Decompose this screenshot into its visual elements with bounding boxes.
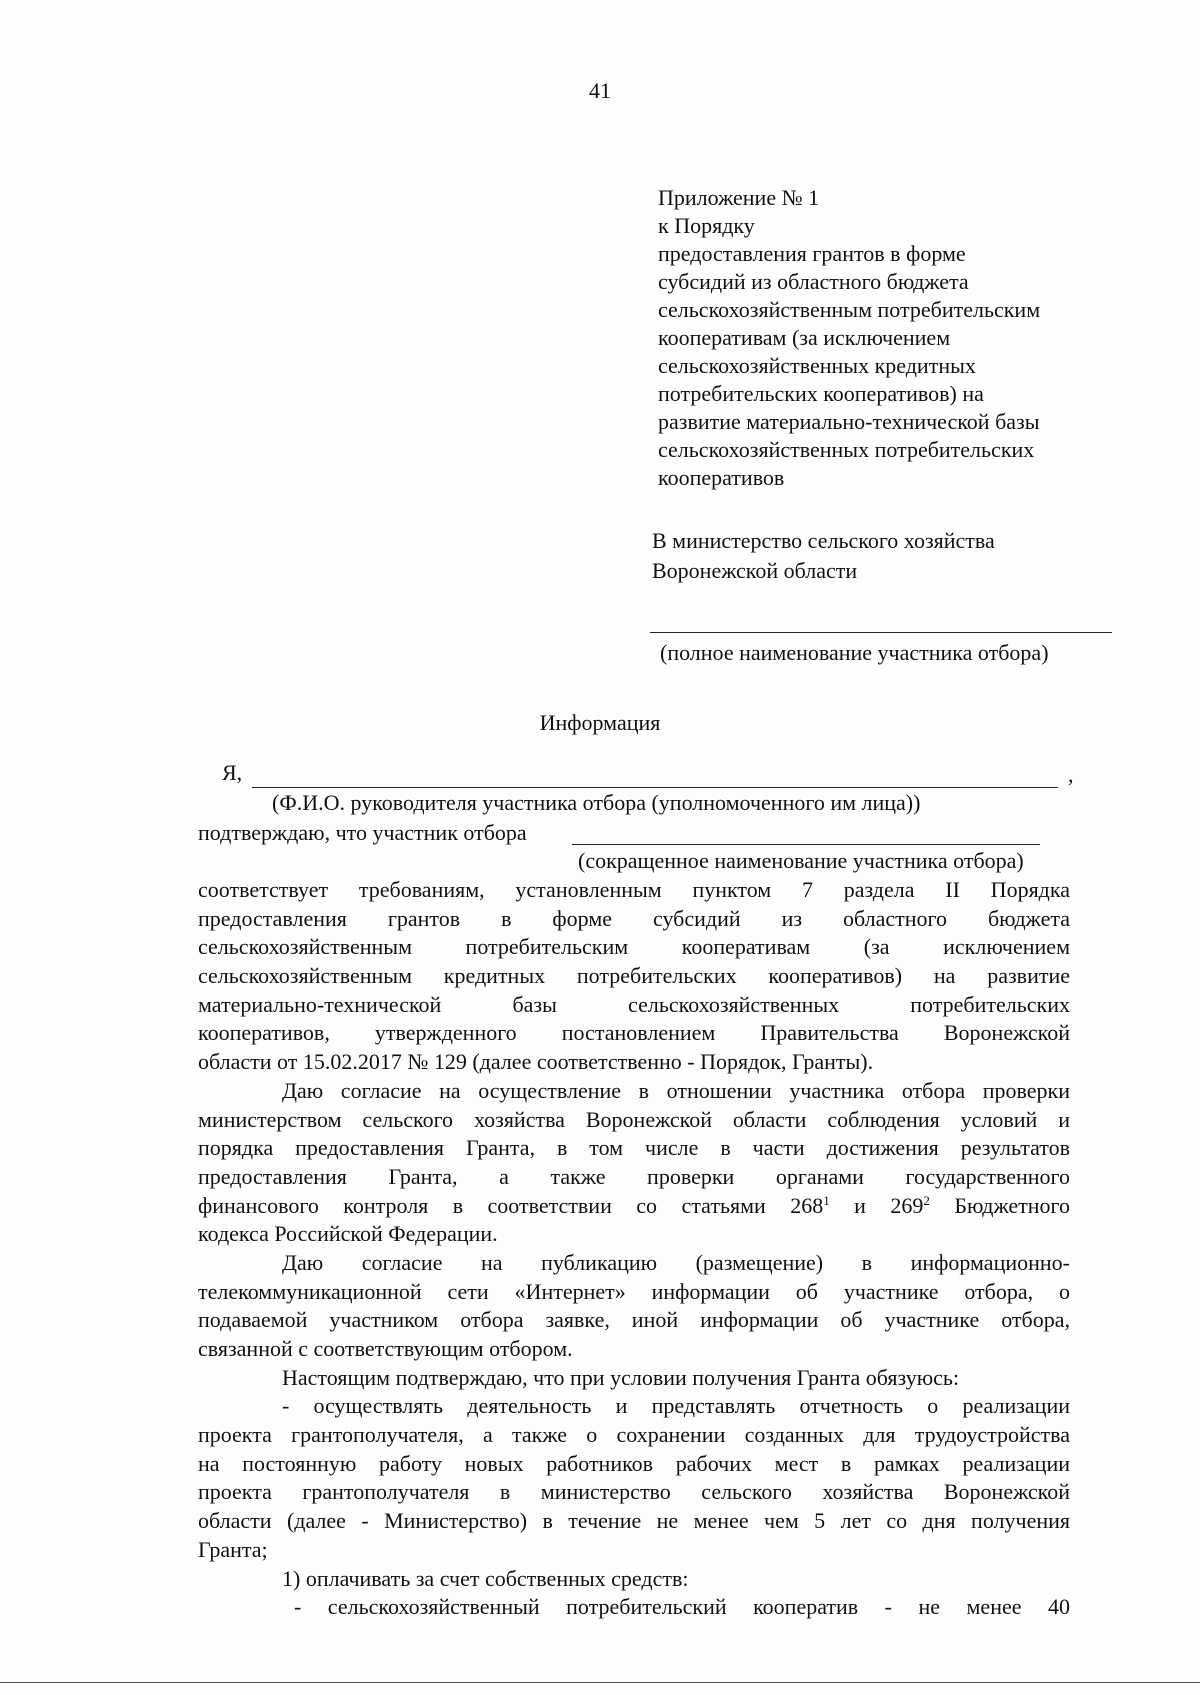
annex-line: сельскохозяйственных потребительских [658,437,1035,462]
paragraph-line: области от 15.02.2017 № 129 (далее соответственно - Порядок, Гранты). [198,1049,874,1075]
paragraph-line: Даю согласие на осуществление в отношении участника отбора проверки [282,1077,1070,1103]
participant-full-name-caption: (полное наименование участника отбора) [660,640,1049,665]
paragraph-line: порядка предоставления Гранта, в том числе в части достижения результатов [198,1135,1070,1161]
annex-line: предоставления грантов в форме [658,241,966,266]
annex-header [658,184,1118,492]
paragraph-line: связанной с соответствующим отбором. [198,1336,573,1361]
annex-line: субсидий из областного бюджета [658,269,969,294]
paragraph-line: сельскохозяйственным потребительским кооперативам (за исключением [198,934,1070,960]
paragraph-line: 1) оплачивать за счет собственных средств: [282,1565,689,1591]
paragraph-line: области (далее - Министерство) в течение не менее чем 5 лет со дня получения [198,1508,1070,1534]
paragraph-line: Настоящим подтверждаю, что при условии получения Гранта обязуюсь: [282,1364,960,1390]
paragraph-line: материально-технической базы сельскохозяйственных потребительских [198,991,1070,1017]
article-ref-before: финансового контроля в соответствии со статьями 268 [198,1192,824,1218]
paragraph-line [198,1192,1070,1221]
i-label: Я, [222,760,243,785]
paragraph-line: проекта грантополучателя в министерство сельского хозяйства Воронежской [198,1479,1070,1505]
paragraph-line: телекоммуникационной сети «Интернет» информации об участнике отбора, о [198,1278,1070,1304]
fio-line[interactable] [252,787,1058,788]
annex-line: потребительских кооперативов) на [658,381,984,406]
annex-line: к Порядку [658,213,755,238]
annex-line: кооперативам (за исключением [658,325,951,350]
participant-full-name-line[interactable] [650,632,1112,633]
addressee-line: В министерство сельского хозяйства [652,528,995,553]
paragraph-line: Даю согласие на публикацию (размещение) в информационно- [282,1249,1070,1275]
article-ref-after: Бюджетного [929,1192,1070,1218]
addressee [652,526,995,586]
article-ref-mid: и 269 [829,1192,924,1218]
paragraph-line: сельскохозяйственным кредитных потребительских кооперативов) на развитие [198,963,1070,989]
annex-line: Приложение № 1 [658,185,820,210]
paragraph-line: предоставления Гранта, а также проверки органами государственного [198,1163,1070,1189]
paragraph-line: - сельскохозяйственный потребительский кооператив - не менее 40 [294,1594,1070,1620]
article-ref-sup1: 1 [823,1192,830,1208]
paragraph-line: кооперативов, утвержденного постановлением Правительства Воронежской [198,1020,1070,1046]
paragraph-line: предоставления грантов в форме субсидий из областного бюджета [198,905,1070,931]
short-name-line[interactable] [572,844,1040,845]
paragraph-line: Гранта; [198,1536,268,1562]
paragraph-line: соответствует требованиям, установленным пунктом 7 раздела II Порядка [198,877,1070,902]
page-bottom-rule [0,1682,1200,1683]
paragraph-line: - осуществлять деятельность и представлять отчетность о реализации [282,1393,1070,1419]
paragraph-line: проекта грантополучателя, а также о сохранении созданных для трудоустройства [198,1422,1070,1448]
document-body [198,876,1070,1622]
page-number: 41 [589,78,611,103]
paragraph-line: подаваемой участником отбора заявке, иной информации об участнике отбора, [198,1307,1070,1333]
confirm-label: подтверждаю, что участник отбора [198,820,527,845]
fio-caption: (Ф.И.О. руководителя участника отбора (уполномоченного им лица)) [272,790,921,815]
document-heading: Информация [539,710,661,735]
annex-line: кооперативов [658,465,785,490]
addressee-line: Воронежской области [652,558,858,583]
article-ref-sup2: 2 [923,1192,930,1208]
i-trailing-comma: , [1068,762,1074,787]
annex-line: сельскохозяйственным потребительским [658,297,1041,322]
paragraph-line: кодекса Российской Федерации. [198,1221,498,1247]
paragraph-line: на постоянную работу новых работников рабочих мест в рамках реализации [198,1450,1070,1476]
annex-line: сельскохозяйственных кредитных [658,353,976,378]
short-name-caption: (сокращенное наименование участника отбора) [578,848,1024,873]
paragraph-line: министерством сельского хозяйства Воронежской области соблюдения условий и [198,1106,1070,1132]
annex-line: развитие материально-технической базы [658,409,1040,434]
